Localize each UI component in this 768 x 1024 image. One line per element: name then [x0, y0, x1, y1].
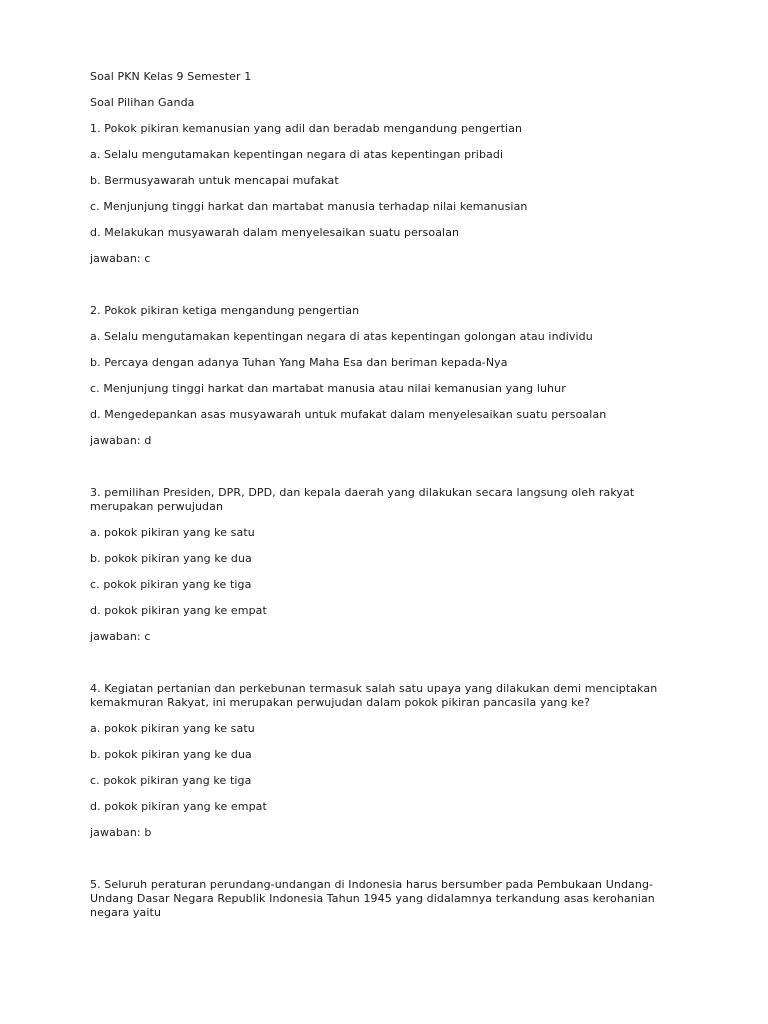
answer: jawaban: d — [90, 434, 152, 447]
question-text: 4. Kegiatan pertanian dan perkebunan termasuk salah satu upaya yang dilakukan demi menciptakan kemakmuran Rakyat, ini merupakan perwujudan dalam pokok pikiran pancasila yang ke? — [90, 682, 658, 709]
option-b: b. pokok pikiran yang ke dua — [90, 552, 252, 565]
option-a: a. pokok pikiran yang ke satu — [90, 526, 255, 539]
answer: jawaban: c — [90, 630, 151, 643]
option-b: b. pokok pikiran yang ke dua — [90, 748, 252, 761]
option-a: a. pokok pikiran yang ke satu — [90, 722, 255, 735]
question-4 — [90, 682, 690, 840]
option-d: d. Melakukan musyawarah dalam menyelesaikan suatu persoalan — [90, 226, 460, 239]
question-2 — [90, 304, 690, 448]
question-text: 5. Seluruh peraturan perundang-undangan di Indonesia harus bersumber pada Pembukaan Undang-Undang Dasar Negara Republik Indonesia Tahun 1945 yang didalamnya terkandung asas kerohanian negara yaitu — [90, 878, 655, 919]
option-c: c. pokok pikiran yang ke tiga — [90, 578, 252, 591]
question-5 — [90, 878, 690, 920]
question-text: 3. pemilihan Presiden, DPR, DPD, dan kepala daerah yang dilakukan secara langsung oleh rakyat merupakan perwujudan — [90, 486, 635, 513]
document-page — [90, 70, 690, 920]
question-3 — [90, 486, 690, 644]
option-c: c. Menjunjung tinggi harkat dan martabat manusia terhadap nilai kemanusian — [90, 200, 528, 213]
answer: jawaban: c — [90, 252, 151, 265]
option-a: a. Selalu mengutamakan kepentingan negara di atas kepentingan golongan atau individu — [90, 330, 593, 343]
doc-title: Soal PKN Kelas 9 Semester 1 — [90, 70, 252, 83]
option-d: d. pokok pikiran yang ke empat — [90, 604, 267, 617]
option-d: d. Mengedepankan asas musyawarah untuk mufakat dalam menyelesaikan suatu persoalan — [90, 408, 607, 421]
option-b: b. Bermusyawarah untuk mencapai mufakat — [90, 174, 339, 187]
doc-subtitle: Soal Pilihan Ganda — [90, 96, 195, 109]
question-text: 1. Pokok pikiran kemanusian yang adil dan beradab mengandung pengertian — [90, 122, 523, 135]
question-text: 2. Pokok pikiran ketiga mengandung pengertian — [90, 304, 360, 317]
option-a: a. Selalu mengutamakan kepentingan negara di atas kepentingan pribadi — [90, 148, 504, 161]
question-1 — [90, 122, 690, 266]
option-b: b. Percaya dengan adanya Tuhan Yang Maha Esa dan beriman kepada-Nya — [90, 356, 508, 369]
answer: jawaban: b — [90, 826, 152, 839]
option-c: c. pokok pikiran yang ke tiga — [90, 774, 252, 787]
option-d: d. pokok pikiran yang ke empat — [90, 800, 267, 813]
option-c: c. Menjunjung tinggi harkat dan martabat manusia atau nilai kemanusian yang luhur — [90, 382, 566, 395]
